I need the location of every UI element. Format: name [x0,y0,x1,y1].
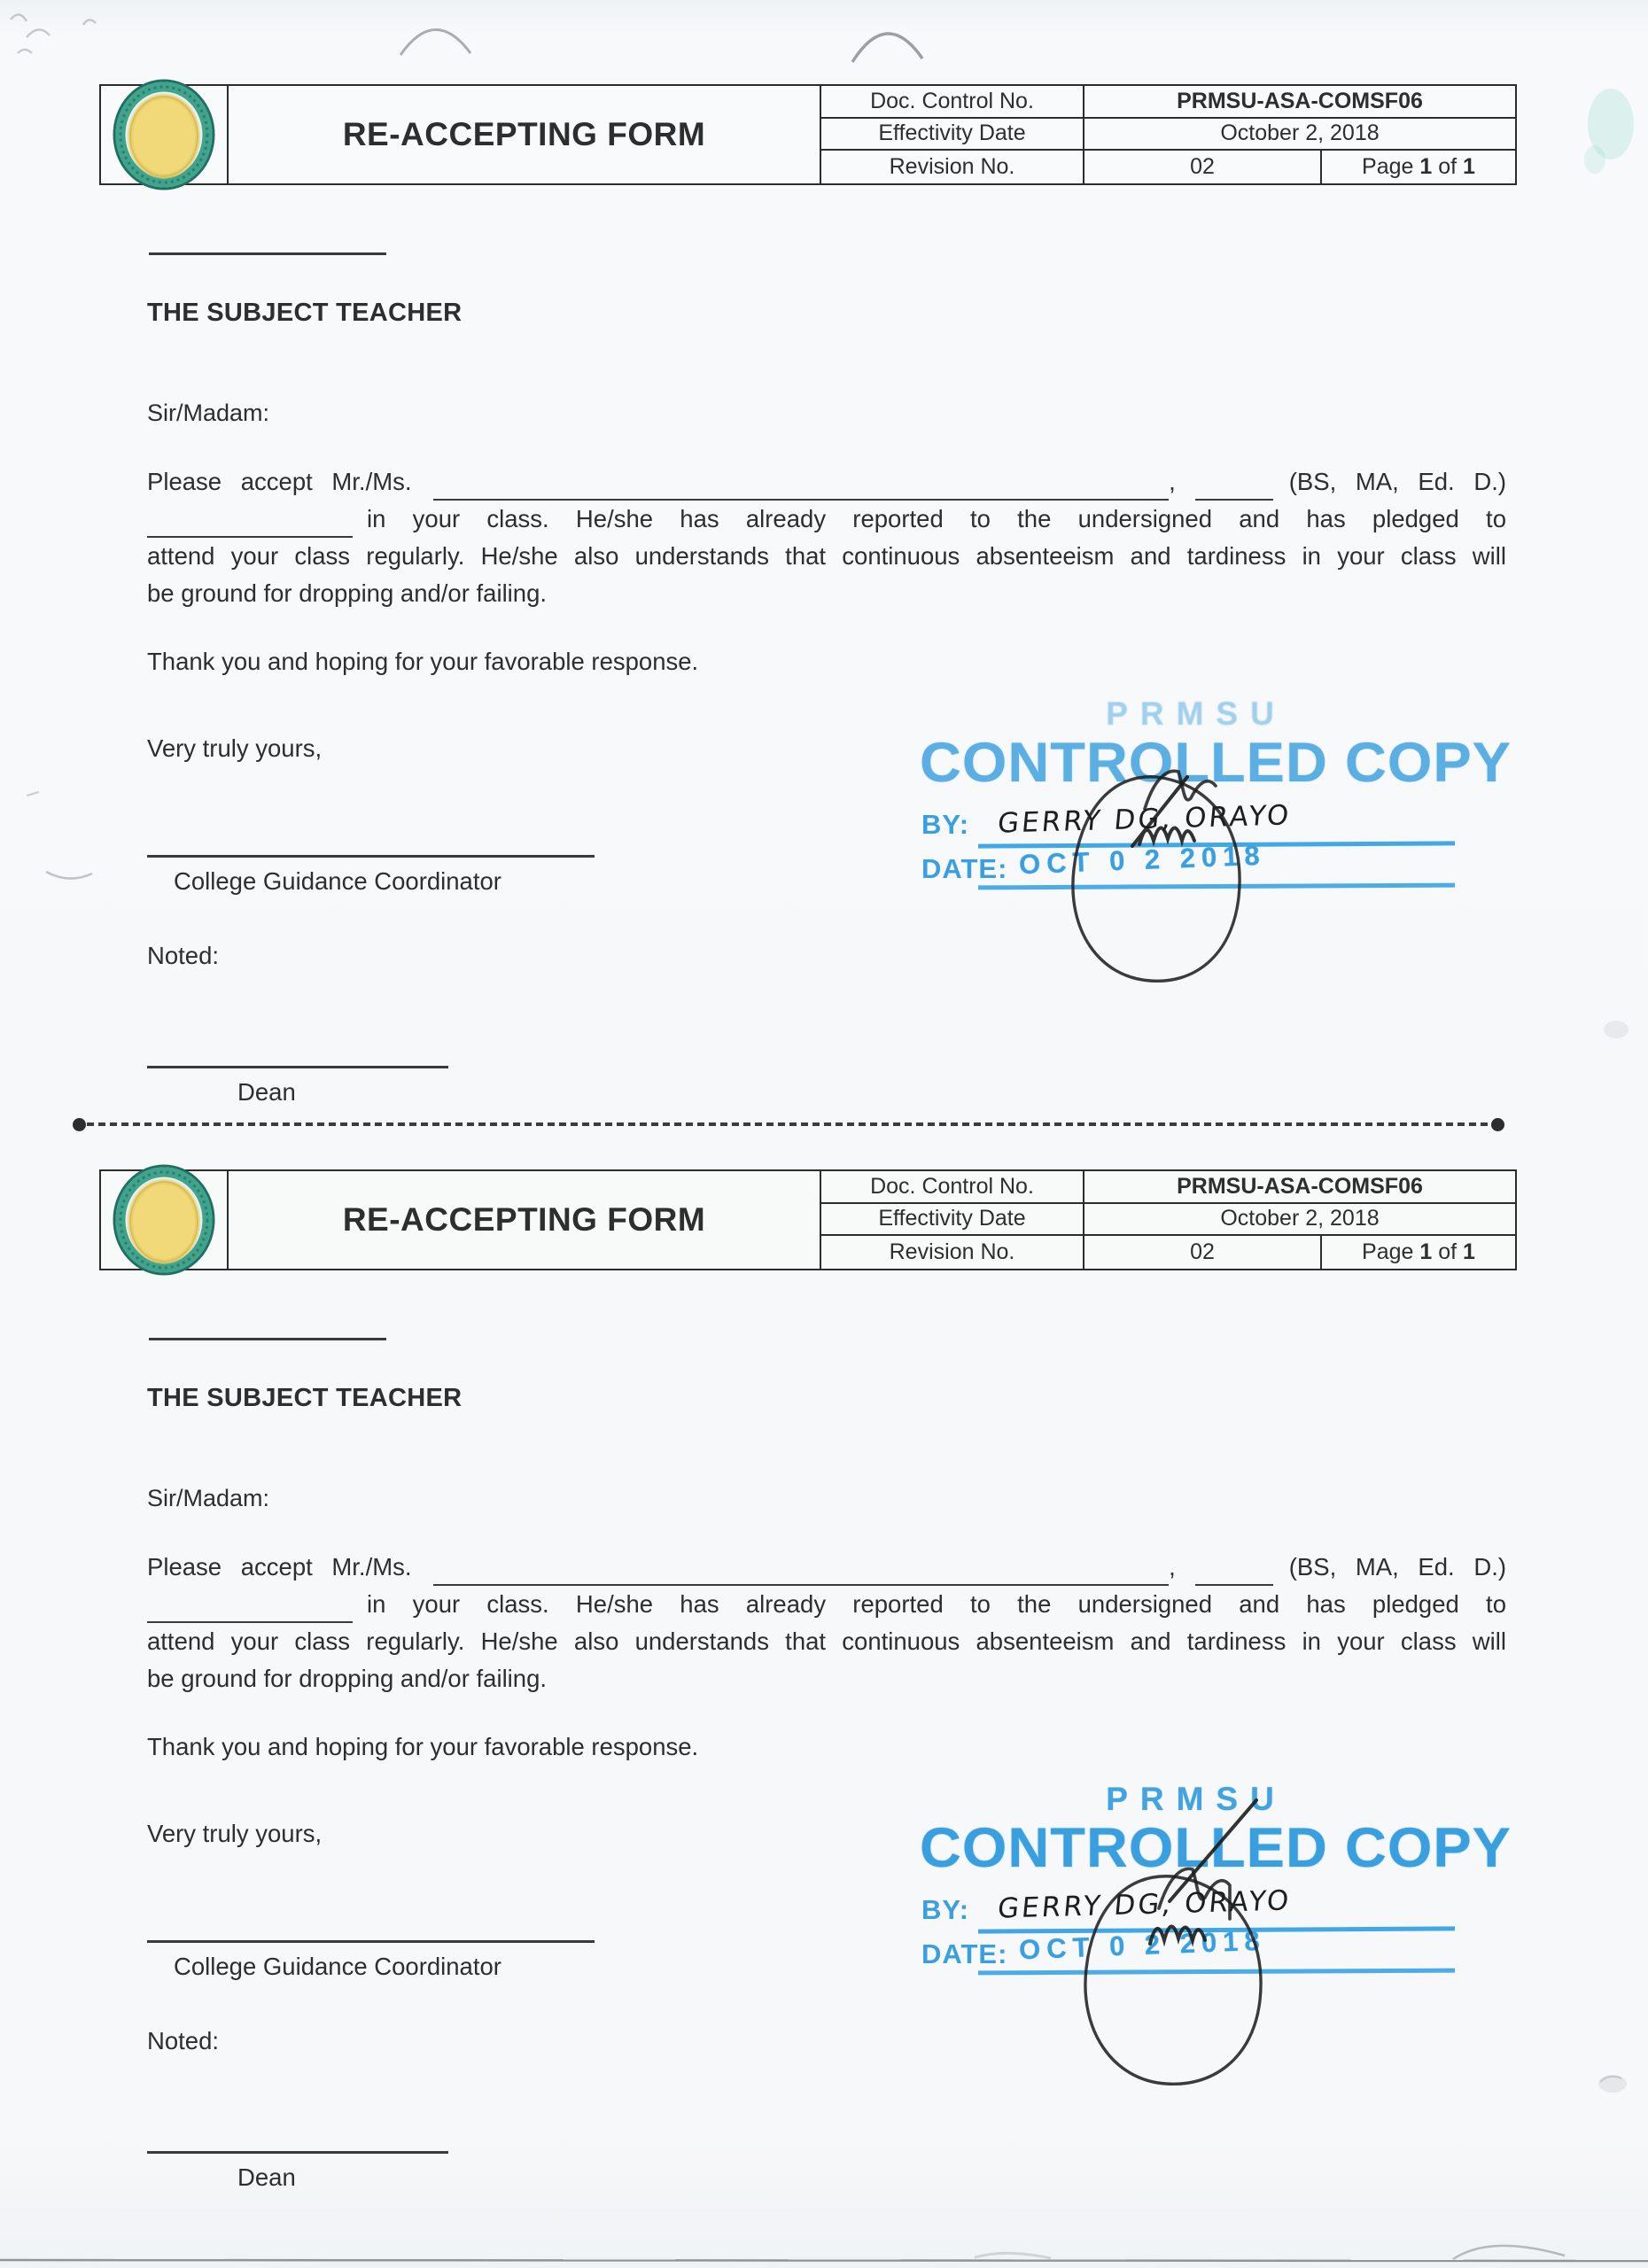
logo-cell [101,86,229,183]
line1-suffix: (BS, MA, Ed. D.) [1288,1553,1506,1581]
controlled-copy-stamp [920,1781,1512,2100]
cut-separator-line [78,1118,1499,1130]
paper-curl-top-left-icon [400,29,470,55]
effectivity-date-label: Effectivity Date [821,1204,1084,1237]
revision-no-label: Revision No. [821,151,1084,183]
stamp-by-handwritten-name: GERRY DG, ORAYO [996,1884,1293,1925]
controlled-copy-stamp [920,695,1512,1014]
date-blank-line [149,252,386,255]
university-seal-icon [112,1163,216,1277]
page-total: 1 [1463,1239,1475,1264]
noted-label: Noted: [147,2027,220,2054]
dean-label: Dean [237,1078,296,1106]
stamp-controlled-copy-text: CONTROLLED COPY [920,732,1512,794]
body-line-4: be ground for dropping and/or failing. [147,579,548,607]
page-number-cell [1322,1236,1515,1269]
dean-signature-line [147,1066,448,1068]
student-name-blank [433,469,1170,501]
body-line-1 [147,463,1506,501]
effectivity-date-value: October 2, 2018 [1084,119,1515,151]
stamp-org-text: PRMSU [1106,695,1287,732]
separator-dashes [87,1122,1490,1126]
page-num: 1 [1419,154,1433,179]
separator-left-dot [73,1118,86,1131]
body-line-3: attend your class regularly. He/she also understands that continuous absenteeism and tardiness in your class will [147,1627,1506,1655]
thanks-line: Thank you and hoping for your favorable response. [147,648,699,675]
dean-label: Dean [237,2163,296,2191]
body-line-3: attend your class regularly. He/she also understands that continuous absenteeism and tardiness in your class will [147,542,1506,570]
doc-control-label: Doc. Control No. [821,86,1084,119]
coordinator-signature-line [147,1940,595,1943]
page-word: Page [1362,1239,1414,1264]
line1-prefix: Please accept Mr./Ms. [147,1553,412,1581]
body-line-2: in your class. He/she has already reported to the undersigned and has pledged to [147,1586,1506,1623]
stamp-date-value: OCT 0 2 2018 [1018,1924,1267,1966]
stamp-date-underline [978,1969,1455,1976]
student-name-blank [433,1554,1170,1586]
salutation: Sir/Madam: [147,1485,270,1511]
revision-no-value: 02 [1084,1236,1322,1269]
revision-no-label: Revision No. [821,1236,1084,1269]
of-word: of [1438,154,1458,179]
stamp-by-label: BY: [921,809,970,840]
header-table [99,84,1517,185]
doc-control-label: Doc. Control No. [821,1171,1084,1204]
closing-line: Very truly yours, [147,1820,323,1847]
form-copy-1 [0,84,1648,1174]
degree-blank [1195,1554,1273,1586]
addressee: THE SUBJECT TEACHER [147,299,463,327]
dean-signature-line [147,2151,448,2154]
name-continuation-blank [147,506,353,538]
coordinator-title: College Guidance Coordinator [174,1953,501,1980]
paper-curl-top-right-icon [852,34,922,62]
effectivity-date-label: Effectivity Date [821,119,1084,151]
form-title: RE-ACCEPTING FORM [229,86,821,183]
addressee: THE SUBJECT TEACHER [147,1384,463,1412]
page-num: 1 [1419,1239,1433,1264]
salutation: Sir/Madam: [147,400,270,426]
body-line-1 [147,1549,1506,1586]
page-number-cell [1322,151,1515,183]
logo-cell [101,1171,229,1269]
separator-right-dot [1491,1118,1504,1131]
scan-edge-line [0,2260,1648,2261]
line1-prefix: Please accept Mr./Ms. [147,468,412,495]
noted-label: Noted: [147,942,220,969]
page-word: Page [1362,154,1414,179]
coordinator-signature-line [147,855,595,858]
university-seal-icon [112,78,216,191]
form-copy-2 [0,1169,1648,2259]
stamp-by-label: BY: [921,1894,970,1925]
effectivity-date-value: October 2, 2018 [1084,1204,1515,1237]
closing-line: Very truly yours, [147,734,323,762]
doc-control-value: PRMSU-ASA-COMSF06 [1084,86,1515,119]
line1-suffix: (BS, MA, Ed. D.) [1288,468,1506,495]
doc-control-value: PRMSU-ASA-COMSF06 [1084,1171,1515,1204]
body-line-2: in your class. He/she has already reported to the undersigned and has pledged to [147,501,1506,538]
comma: , [1169,1553,1176,1581]
revision-no-value: 02 [1084,151,1322,183]
stamp-org-text: PRMSU [1106,1781,1287,1817]
stamp-controlled-copy-text: CONTROLLED COPY [920,1817,1512,1879]
body-line-4: be ground for dropping and/or failing. [147,1665,548,1692]
thanks-line: Thank you and hoping for your favorable response. [147,1733,699,1760]
of-word: of [1438,1239,1458,1264]
degree-blank [1195,469,1273,501]
pencil-marks-icon [11,14,96,53]
coordinator-title: College Guidance Coordinator [174,867,501,895]
stamp-date-value: OCT 0 2 2018 [1018,839,1267,881]
header-table [99,1169,1517,1270]
page-total: 1 [1463,154,1475,179]
stamp-date-label: DATE: [921,1938,1008,1969]
stamp-by-handwritten-name: GERRY DG, ORAYO [996,799,1293,840]
stamp-date-label: DATE: [921,853,1008,884]
stamp-date-underline [978,883,1455,890]
date-blank-line [149,1338,386,1340]
form-title: RE-ACCEPTING FORM [229,1171,821,1269]
comma: , [1169,468,1176,495]
name-continuation-blank [147,1591,353,1623]
